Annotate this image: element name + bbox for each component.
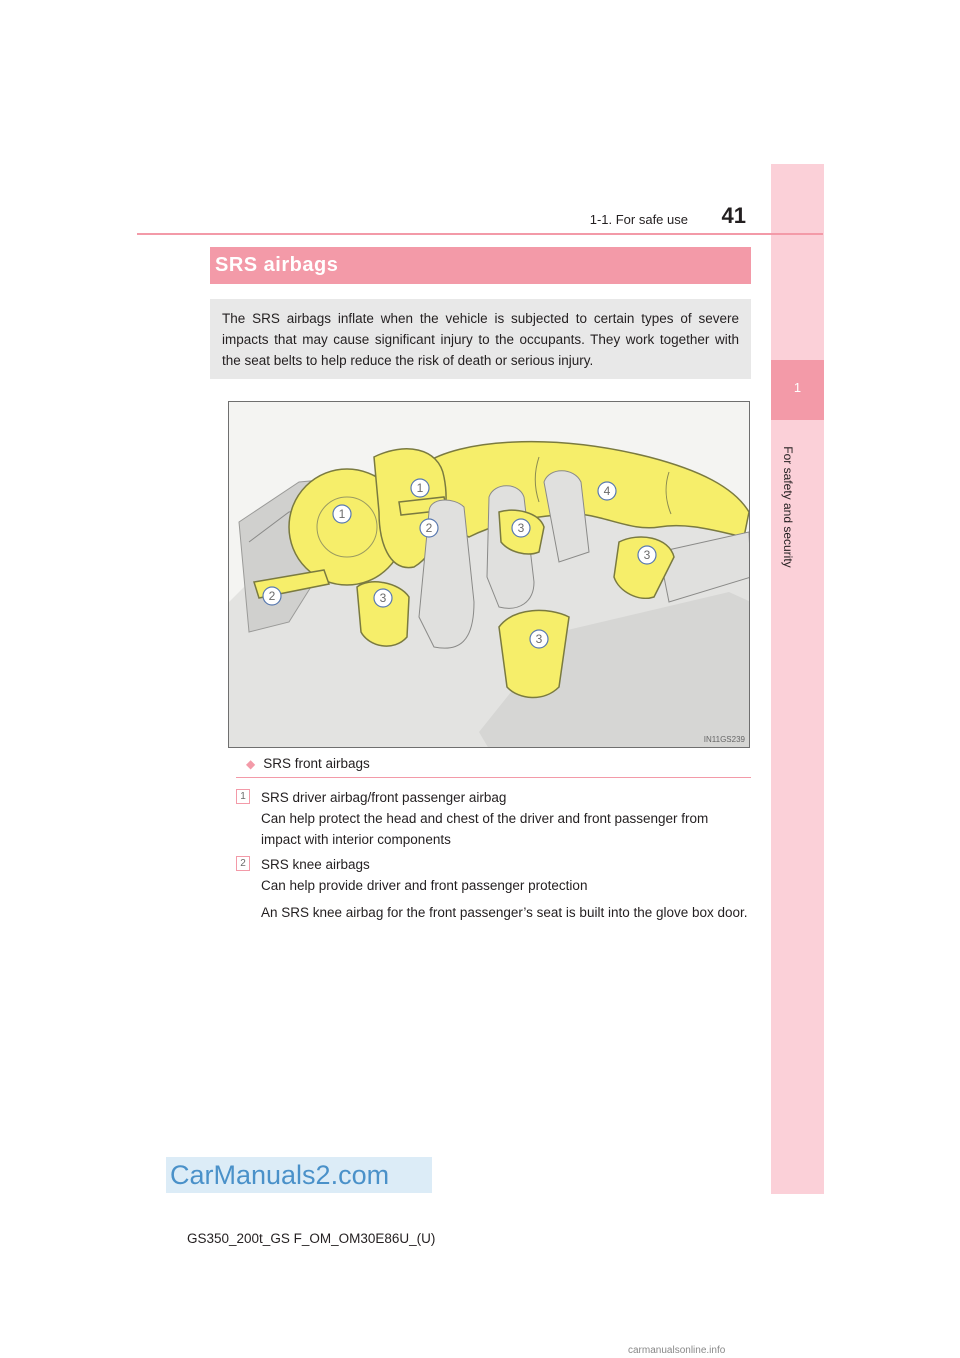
intro-box: [210, 299, 751, 379]
callout-label: 2: [268, 589, 276, 603]
callout-label: 3: [535, 632, 543, 646]
callout-label: 4: [603, 484, 611, 498]
page-number: 41: [721, 203, 746, 228]
intro-text: The SRS airbags inflate when the vehicle is subjected to certain types of severe impacts that may cause significant injury to the occupants. They work together with the seat belts to help reduce the risk of death or serious injury.: [222, 311, 739, 368]
carmanuals-watermark: CarManuals2.com: [166, 1157, 432, 1193]
item-number-box: 1: [236, 789, 250, 804]
subsection-heading-text: SRS front airbags: [263, 756, 370, 771]
chapter-side-tab: [771, 164, 824, 1194]
airbag-illustration: [228, 401, 750, 748]
item-description: Can help provide driver and front passenger protection: [261, 878, 588, 893]
chapter-title-vertical: [778, 430, 794, 590]
callout-label: 3: [379, 591, 387, 605]
document-code: GS350_200t_GS F_OM_OM30E86U_(U): [187, 1231, 436, 1246]
subsection-rule: [236, 777, 751, 778]
callout-label: 1: [338, 507, 346, 521]
car-interior-drawing: [229, 402, 750, 748]
item-note: An SRS knee airbag for the front passenger’s seat is built into the glove box door.: [261, 905, 748, 920]
item-description: Can help protect the head and chest of the driver and front passenger from impact with interior components: [261, 811, 709, 847]
carmanualsonline-watermark: carmanualsonline.info: [628, 1345, 726, 1356]
figure-code: IN11GS239: [703, 735, 745, 744]
chapter-number-tab: [771, 360, 824, 420]
header-rule: [137, 233, 823, 235]
item-title: SRS driver airbag/front passenger airbag: [261, 790, 507, 805]
callout-label: 3: [517, 521, 525, 535]
diamond-bullet-icon: ◆: [246, 757, 256, 771]
side-airbag-rear-left: [499, 610, 569, 697]
chapter-title: For safety and security: [781, 446, 795, 568]
item-title: SRS knee airbags: [261, 857, 370, 872]
callout-label: 3: [643, 548, 651, 562]
subsection-heading: [246, 756, 370, 771]
callout-label: 1: [416, 481, 424, 495]
section-title: SRS airbags: [215, 254, 339, 276]
callout-label: 2: [425, 521, 433, 535]
section-reference: 1-1. For safe use: [589, 212, 688, 227]
chapter-number: 1: [793, 380, 802, 395]
item-number-box: 2: [236, 856, 250, 871]
section-title-bar: [210, 247, 751, 284]
